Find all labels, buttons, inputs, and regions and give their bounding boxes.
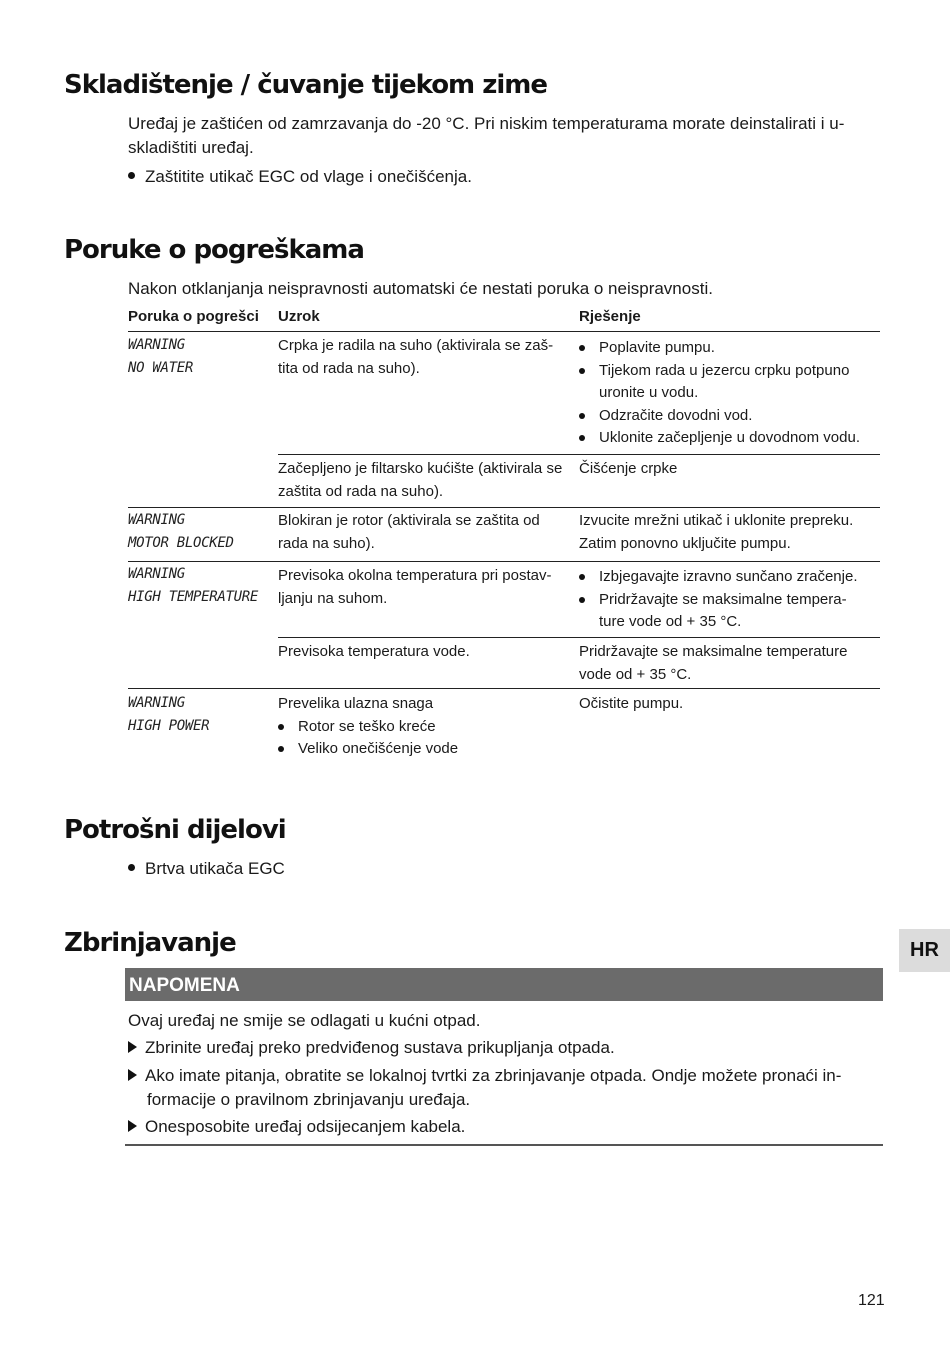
table-row-msg-high-temperature: WARNING HIGH TEMPERATURE bbox=[128, 566, 259, 605]
disposal-step-1: Zbrinite uređaj preko predviđenog sustava prikupljanja otpada. bbox=[128, 1036, 615, 1060]
table-row-solution: Pridržavajte se maksimalne temperature vode od + 35 °C. bbox=[579, 643, 848, 683]
disposal-intro: Ovaj uređaj ne smije se odlagati u kućni otpad. bbox=[128, 1011, 481, 1030]
arrow-right-icon bbox=[128, 1069, 137, 1081]
list-item-cont: ture vode od + 35 °C. bbox=[599, 613, 742, 630]
arrow-right-icon bbox=[128, 1041, 137, 1053]
note-banner: NAPOMENA bbox=[125, 968, 883, 1001]
table-row-solutions bbox=[579, 566, 879, 634]
storage-bullet bbox=[128, 165, 472, 189]
table-row-cause: Crpka je radila na suho (aktivirala se zaš- tita od rada na suho). bbox=[278, 337, 554, 377]
list-item-cont: uronite u vodu. bbox=[599, 384, 699, 401]
list-item: Rotor se teško kreće bbox=[278, 716, 573, 739]
row-divider bbox=[278, 454, 880, 455]
language-tab: HR bbox=[899, 929, 950, 972]
list-item: Tijekom rada u jezercu crpku potpuno bbox=[579, 360, 879, 383]
storage-bullet-text: Zaštitite utikač EGC od vlage i onečišćenja. bbox=[145, 167, 472, 186]
table-row-cause: Blokiran je rotor (aktivirala se zaštita od rada na suho). bbox=[278, 512, 540, 552]
table-row-solution: Čišćenje crpke bbox=[579, 460, 678, 477]
list-item: Veliko onečišćenje vode bbox=[278, 738, 573, 761]
bullet-icon bbox=[128, 864, 135, 871]
disposal-bottom-rule bbox=[125, 1144, 883, 1146]
table-row-solution: Očistite pumpu. bbox=[579, 695, 684, 712]
list-item: Uklonite začepljenje u dovodnom vodu. bbox=[579, 427, 879, 450]
disposal-step-3: Onesposobite uređaj odsijecanjem kabela. bbox=[128, 1115, 465, 1139]
storage-para-line2: skladištiti uređaj. bbox=[128, 138, 254, 157]
table-row-msg-motor-blocked: WARNING MOTOR BLOCKED bbox=[128, 512, 234, 551]
storage-paragraph bbox=[128, 112, 868, 160]
row-divider bbox=[128, 507, 880, 508]
parts-bullet bbox=[128, 857, 285, 881]
table-header-message: Poruka o pogrešci bbox=[128, 308, 259, 325]
disposal-heading: Zbrinjavanje bbox=[64, 928, 236, 958]
storage-para-line1: Uređaj je zaštićen od zamrzavanja do -20 °C. Pri niskim temperaturama morate deinstalirati i u- bbox=[128, 114, 845, 133]
table-header-cause: Uzrok bbox=[278, 308, 320, 325]
page-number: 121 bbox=[858, 1292, 885, 1309]
storage-heading: Skladištenje / čuvanje tijekom zime bbox=[64, 70, 547, 100]
parts-bullet-text: Brtva utikača EGC bbox=[145, 859, 285, 878]
table-row-msg-high-power: WARNING HIGH POWER bbox=[128, 695, 210, 734]
arrow-right-icon bbox=[128, 1120, 137, 1132]
row-divider bbox=[278, 637, 880, 638]
errors-intro: Nakon otklanjanja neispravnosti automatski će nestati poruka o neispravnosti. bbox=[128, 279, 713, 298]
bullet-icon bbox=[128, 172, 135, 179]
table-row-solutions bbox=[579, 337, 879, 450]
list-item: Pridržavajte se maksimalne tempera- bbox=[579, 589, 879, 612]
table-row-solution: Izvucite mrežni utikač i uklonite prepreku. Zatim ponovno uključite pumpu. bbox=[579, 512, 854, 552]
parts-heading: Potrošni dijelovi bbox=[64, 815, 286, 845]
list-item: Izbjegavajte izravno sunčano zračenje. bbox=[579, 566, 879, 589]
disposal-step-2: Ako imate pitanja, obratite se lokalnoj tvrtki za zbrinjavanje otpada. Ondje možete pronaći in- formacije o pravilnom zbrinjavanju uređaja. bbox=[128, 1064, 878, 1112]
row-divider bbox=[128, 561, 880, 562]
table-row-msg-no-water: WARNING NO WATER bbox=[128, 337, 194, 376]
table-header-divider bbox=[128, 331, 880, 332]
table-row-cause: Začepljeno je filtarsko kućište (aktivirala se zaštita od rada na suho). bbox=[278, 460, 563, 500]
table-row-cause: Previsoka okolna temperatura pri postav- ljanju na suhom. bbox=[278, 567, 552, 607]
table-header-solution: Rješenje bbox=[579, 308, 641, 325]
table-row-cause: Prevelika ulazna snaga Rotor se teško kreće Veliko onečišćenje vode bbox=[278, 693, 573, 761]
list-item: Odzračite dovodni vod. bbox=[579, 405, 879, 428]
errors-heading: Poruke o pogreškama bbox=[64, 235, 364, 265]
list-item: Poplavite pumpu. bbox=[579, 337, 879, 360]
row-divider bbox=[128, 688, 880, 689]
table-row-cause: Previsoka temperatura vode. bbox=[278, 643, 470, 660]
